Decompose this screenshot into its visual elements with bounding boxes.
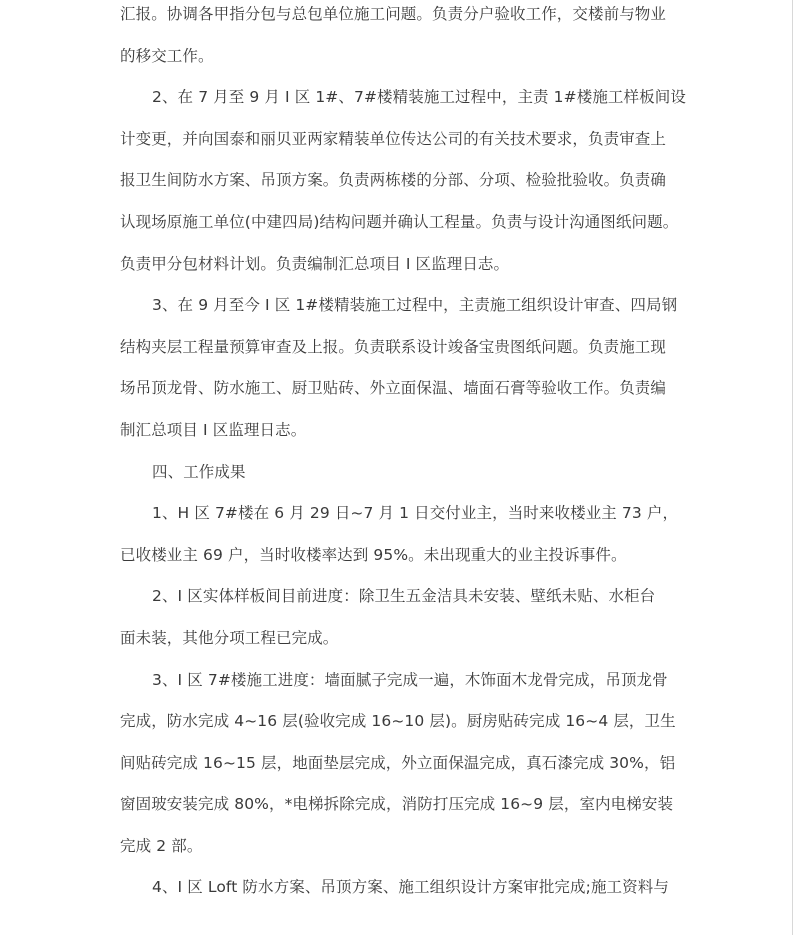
text-line: 场吊顶龙骨、防水施工、厨卫贴砖、外立面保温、墙面石膏等验收工作。负责编 [120,379,667,398]
text-line: 间贴砖完成 16~15 层，地面垫层完成，外立面保温完成，真石漆完成 30%，铝 [120,753,676,772]
text-line: 制汇总项目 I 区监理日志。 [120,420,307,439]
text-line: 完成，防水完成 4~16 层(验收完成 16~10 层)。厨房贴砖完成 16~4 层，卫生 [120,712,676,731]
document-body [120,0,686,909]
text-line: 4、I 区 Loft 防水方案、吊顶方案、施工组织设计方案审批完成;施工资料与 [152,878,669,897]
text-line: 负责甲分包材料计划。负责编制汇总项目 I 区监理日志。 [120,254,510,273]
text-line: 的移交工作。 [120,46,214,65]
text-line: 四、工作成果 [152,462,246,481]
page-edge-divider [792,0,793,935]
text-line: 结构夹层工程量预算审查及上报。负责联系设计竣备宝贵图纸问题。负责施工现 [120,337,667,356]
text-line: 2、在 7 月至 9 月 I 区 1#、7#楼精装施工过程中，主责 1#楼施工样板间设 [152,88,686,107]
text-line: 完成 2 部。 [120,836,203,855]
text-line: 窗固玻安装完成 80%，*电梯拆除完成，消防打压完成 16~9 层，室内电梯安装 [120,795,674,814]
text-line: 3、在 9 月至今 I 区 1#楼精装施工过程中，主责施工组织设计审查、四局钢 [152,296,678,315]
text-line: 1、H 区 7#楼在 6 月 29 日~7 月 1 日交付业主，当时来收楼业主 73 户， [152,504,679,523]
text-line: 计变更，并向国泰和丽贝亚两家精装单位传达公司的有关技术要求，负责审查上 [120,129,667,148]
text-line: 2、I 区实体样板间目前进度：除卫生五金洁具未安装、壁纸未贴、水柜台 [152,587,656,606]
text-line: 报卫生间防水方案、吊顶方案。负责两栋楼的分部、分项、检验批验收。负责确 [120,171,667,190]
text-line: 汇报。协调各甲指分包与总包单位施工问题。负责分户验收工作，交楼前与物业 [120,5,667,23]
text-line: 认现场原施工单位(中建四局)结构问题并确认工程量。负责与设计沟通图纸问题。 [120,212,679,231]
text-line: 已收楼业主 69 户，当时收楼率达到 95%。未出现重大的业主投诉事件。 [120,545,627,564]
text-line: 3、I 区 7#楼施工进度：墙面腻子完成一遍，木饰面木龙骨完成，吊顶龙骨 [152,670,668,689]
text-line: 面未装，其他分项工程已完成。 [120,628,339,647]
